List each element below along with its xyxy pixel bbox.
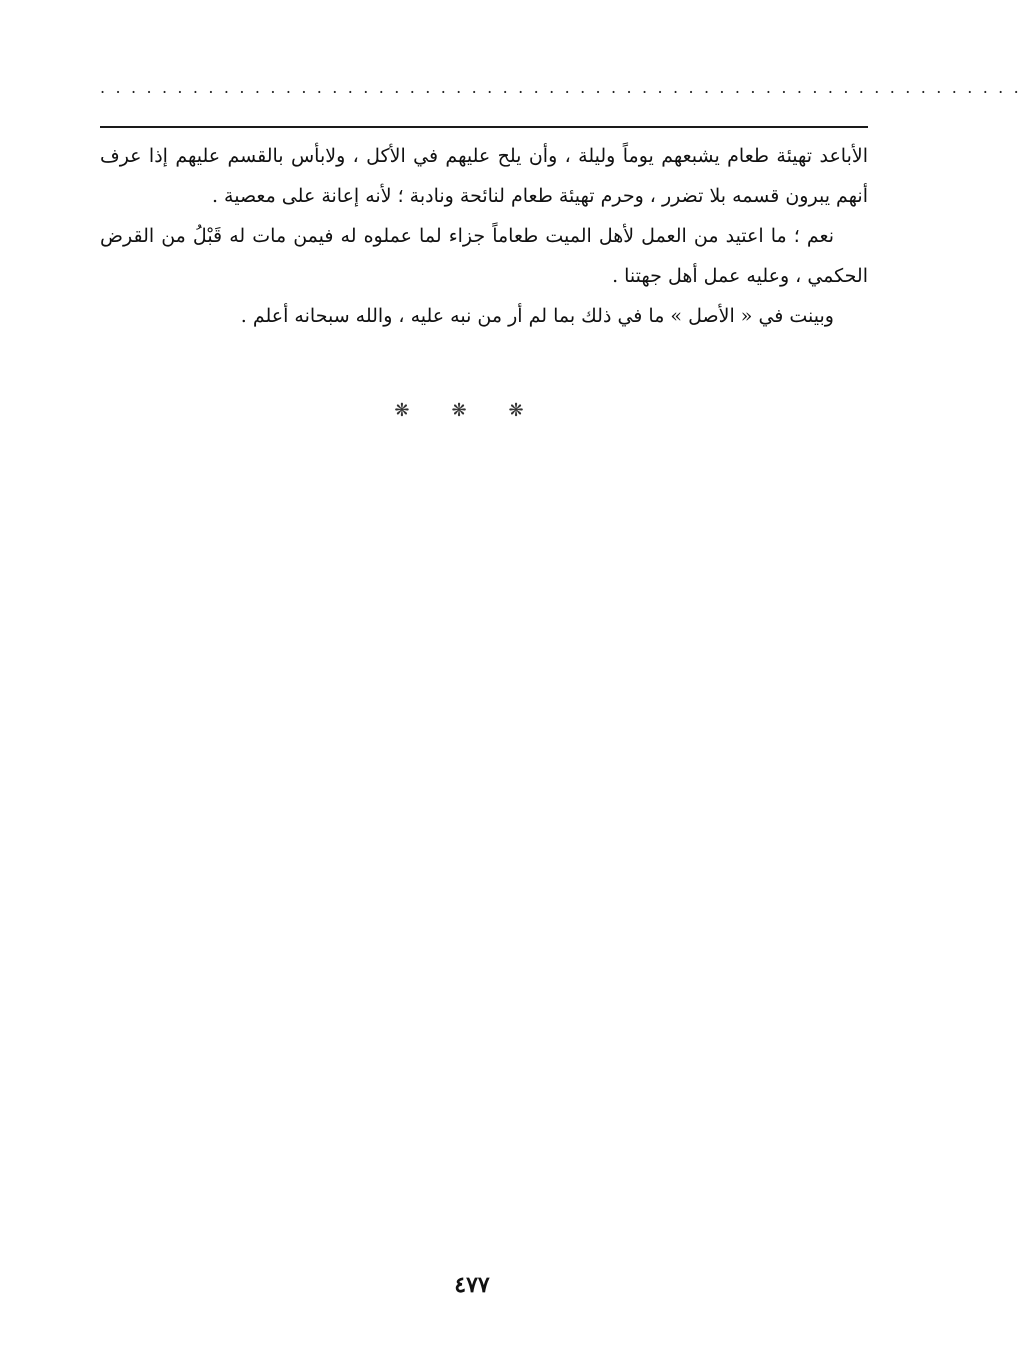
header-rule bbox=[100, 126, 868, 128]
paragraph-closing: وبينت في « الأصل » ما في ذلك بما لم أر من نبه عليه ، والله سبحانه أعلم . bbox=[240, 305, 834, 327]
page-number: ٤٧٧ bbox=[454, 1272, 490, 1298]
asterism-star-icon: ❋ bbox=[508, 400, 550, 421]
asterism-star-icon: ❋ bbox=[394, 400, 436, 421]
paragraph-continuation: الأباعد تهيئة طعام يشبعهم يوماً وليلة ، وأن يلح عليهم في الأكل ، ولابأس بالقسم عليهم إذا عرف أنهم يبرون قسمه بلا تضرر ، وحرم تهيئة طعام لنائحة ونادبة ؛ لأنه إعانة على معصية . bbox=[100, 145, 868, 207]
section-separator bbox=[0, 400, 944, 421]
asterism-star-icon: ❋ bbox=[451, 400, 493, 421]
paragraph-naam: نعم ؛ ما اعتيد من العمل لأهل الميت طعاماً جزاء لما عملوه له فيمن مات له قَبْلُ من القرض الحكمي ، وعليه عمل أهل جهتنا . bbox=[100, 225, 868, 287]
header-dotted-line: ............................................................ bbox=[100, 78, 1029, 97]
main-text-block bbox=[100, 136, 868, 336]
